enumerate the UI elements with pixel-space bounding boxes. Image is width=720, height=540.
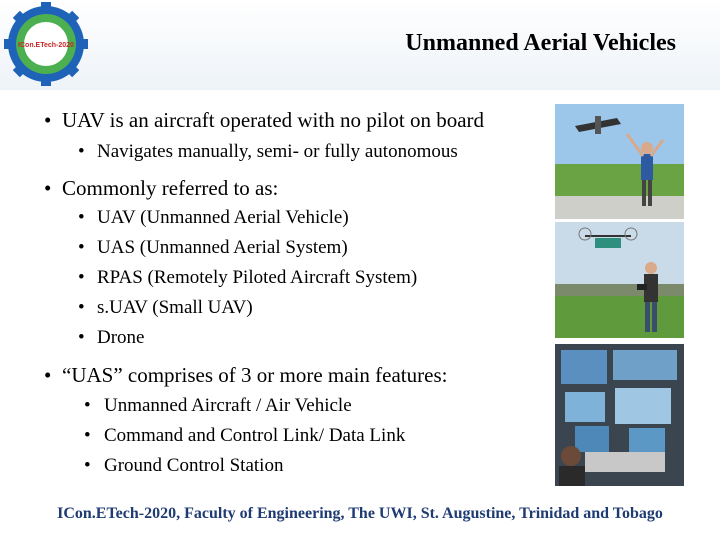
bullet-marker: •: [44, 363, 52, 387]
photo-fixed-wing-launch: [555, 104, 684, 219]
sub-bullet-3-1: Unmanned Aircraft / Air Vehicle: [104, 395, 352, 416]
bullet-marker: •: [44, 176, 52, 200]
sub-bullet-marker: •: [78, 327, 85, 348]
sub-bullet-2-1: UAV (Unmanned Aerial Vehicle): [97, 207, 349, 228]
sub-bullet-2-4: s.UAV (Small UAV): [97, 297, 253, 318]
bullet-1: UAV is an aircraft operated with no pilot on board: [62, 108, 485, 132]
logo-text: ICon.ETech-2020: [18, 42, 74, 49]
slide-footer: ICon.ETech-2020, Faculty of Engineering, The UWI, St. Augustine, Trinidad and Tobago: [57, 505, 663, 522]
conference-logo: [4, 2, 88, 86]
sub-bullet-2-3: RPAS (Remotely Piloted Aircraft System): [97, 267, 418, 288]
sub-bullet-marker: •: [78, 297, 85, 318]
sub-bullet-marker: •: [78, 237, 85, 258]
photo-ground-control-station: [555, 344, 684, 486]
sub-bullet-1-1: Navigates manually, semi- or fully autonomous: [97, 141, 458, 162]
bullet-marker: •: [44, 108, 52, 132]
slide-header: [0, 0, 720, 90]
sub-bullet-3-3: Ground Control Station: [104, 455, 284, 476]
sub-bullet-3-2: Command and Control Link/ Data Link: [104, 425, 406, 446]
sub-bullet-marker: •: [78, 267, 85, 288]
sub-bullet-marker: •: [84, 395, 91, 416]
bullet-3: “UAS” comprises of 3 or more main features:: [62, 363, 448, 387]
sub-bullet-marker: •: [78, 141, 85, 162]
sub-bullet-marker: •: [78, 207, 85, 228]
slide-title: Unmanned Aerial Vehicles: [405, 30, 676, 56]
sub-bullet-marker: •: [84, 425, 91, 446]
photo-quadcopter: [555, 222, 684, 338]
bullet-2: Commonly referred to as:: [62, 176, 279, 200]
sub-bullet-marker: •: [84, 455, 91, 476]
sub-bullet-2-5: Drone: [97, 327, 145, 348]
sub-bullet-2-2: UAS (Unmanned Aerial System): [97, 237, 348, 258]
